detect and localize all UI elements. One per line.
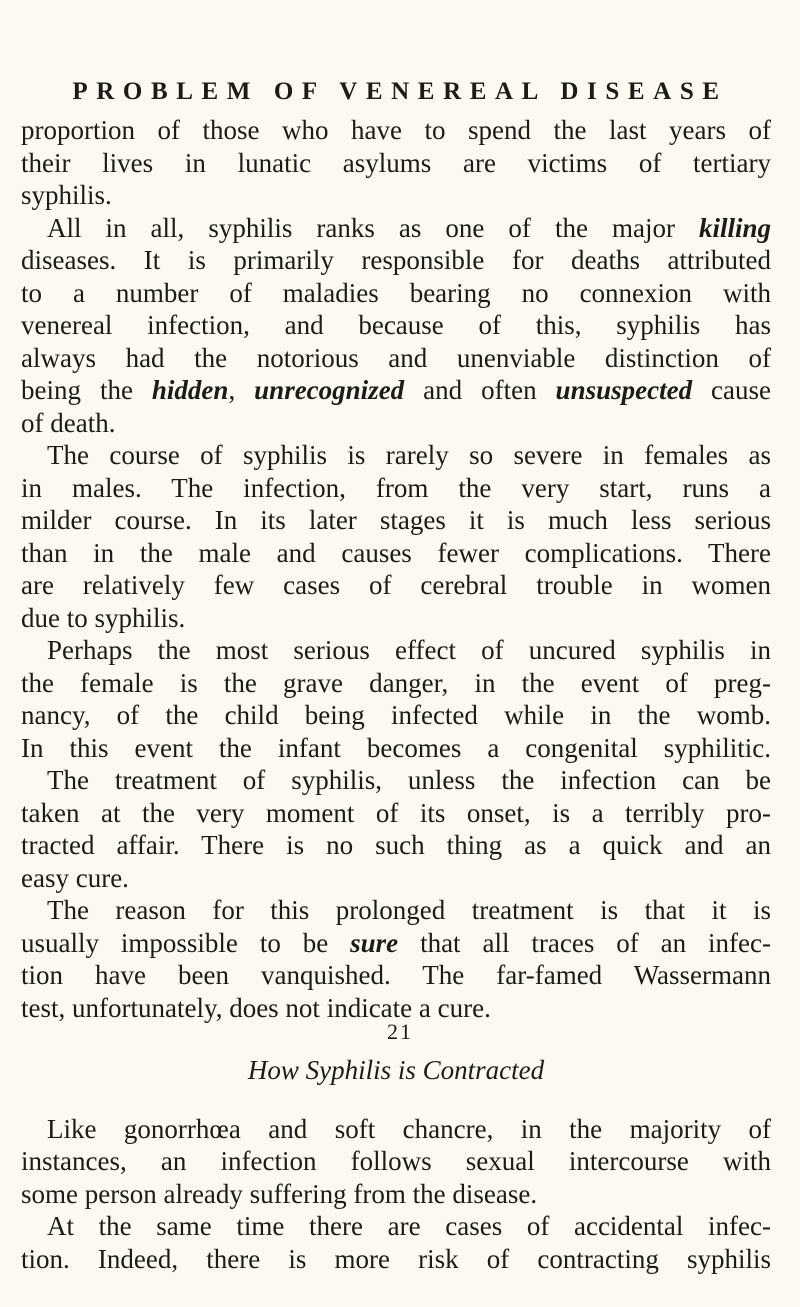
text-line: diseases. It is primarily responsible for deaths attributed — [21, 245, 771, 275]
text-line: taken at the very moment of its onset, is a terribly pro- — [21, 797, 771, 828]
text-line: than in the male and causes fewer complications. There — [21, 537, 771, 568]
text-line: usually impossible to be sure that all traces of an infec- — [21, 927, 771, 958]
text-line: test, unfortunately, does not indicate a cure. — [21, 992, 491, 1023]
text-line: of death. — [21, 407, 116, 438]
text-line: some person already suffering from the disease. — [21, 1178, 538, 1209]
text-line: At the same time there are cases of accidental infec- — [47, 1211, 771, 1241]
emphasis-text: unrecognized — [254, 375, 405, 405]
text-line: are relatively few cases of cerebral trouble in women — [21, 570, 771, 600]
emphasis-text: sure — [350, 927, 399, 958]
text-line: tracted affair. There is no such thing as a quick and an — [21, 830, 771, 860]
text-line: proportion of those who have to spend the last years of — [21, 115, 771, 145]
text-line: tion have been vanquished. The far-famed Wassermann — [21, 960, 771, 990]
text-line: In this event the infant becomes a congenital syphilitic. — [21, 732, 771, 763]
text-line: due to syphilis. — [21, 602, 186, 633]
text-line: milder course. In its later stages it is much less serious — [21, 505, 771, 535]
text-line: to a number of maladies bearing no connexion with — [21, 277, 771, 308]
body-text — [21, 114, 771, 1275]
text-line: venereal infection, and because of this, syphilis has — [21, 310, 771, 340]
text-line: instances, an infection follows sexual intercourse with — [21, 1146, 771, 1176]
text-line: always had the notorious and unenviable distinction of — [21, 342, 771, 373]
emphasis-text: hidden — [151, 375, 229, 405]
page-number: 21 — [387, 1019, 413, 1044]
text-line: The reason for this prolonged treatment is that it is — [47, 895, 771, 925]
text-line: The course of syphilis is rarely so severe in females as — [47, 440, 771, 470]
text-line: All in all, syphilis ranks as one of the major killing — [47, 212, 771, 243]
text-line: easy cure. — [21, 862, 129, 893]
text-line: being the hidden, unrecognized and often unsuspected cause — [21, 375, 771, 405]
section-subheading: How Syphilis is Contracted — [247, 1055, 545, 1085]
text-line: their lives in lunatic asylums are victims of tertiary — [21, 147, 771, 178]
text-line: nancy, of the child being infected while in the womb. — [21, 700, 771, 730]
text-line: tion. Indeed, there is more risk of contracting syphilis — [21, 1243, 771, 1274]
emphasis-text: killing — [698, 212, 771, 243]
text-line: Like gonorrhœa and soft chancre, in the majority of — [47, 1113, 771, 1144]
running-head: PROBLEM OF VENEREAL DISEASE — [72, 78, 728, 105]
text-line: in males. The infection, from the very start, runs a — [21, 472, 771, 503]
emphasis-text: unsuspected — [555, 375, 693, 405]
text-line: syphilis. — [21, 180, 112, 210]
text-line: Perhaps the most serious effect of uncured syphilis in — [47, 635, 771, 665]
text-line: The treatment of syphilis, unless the infection can be — [47, 765, 771, 795]
text-line: the female is the grave danger, in the event of preg- — [21, 667, 771, 698]
